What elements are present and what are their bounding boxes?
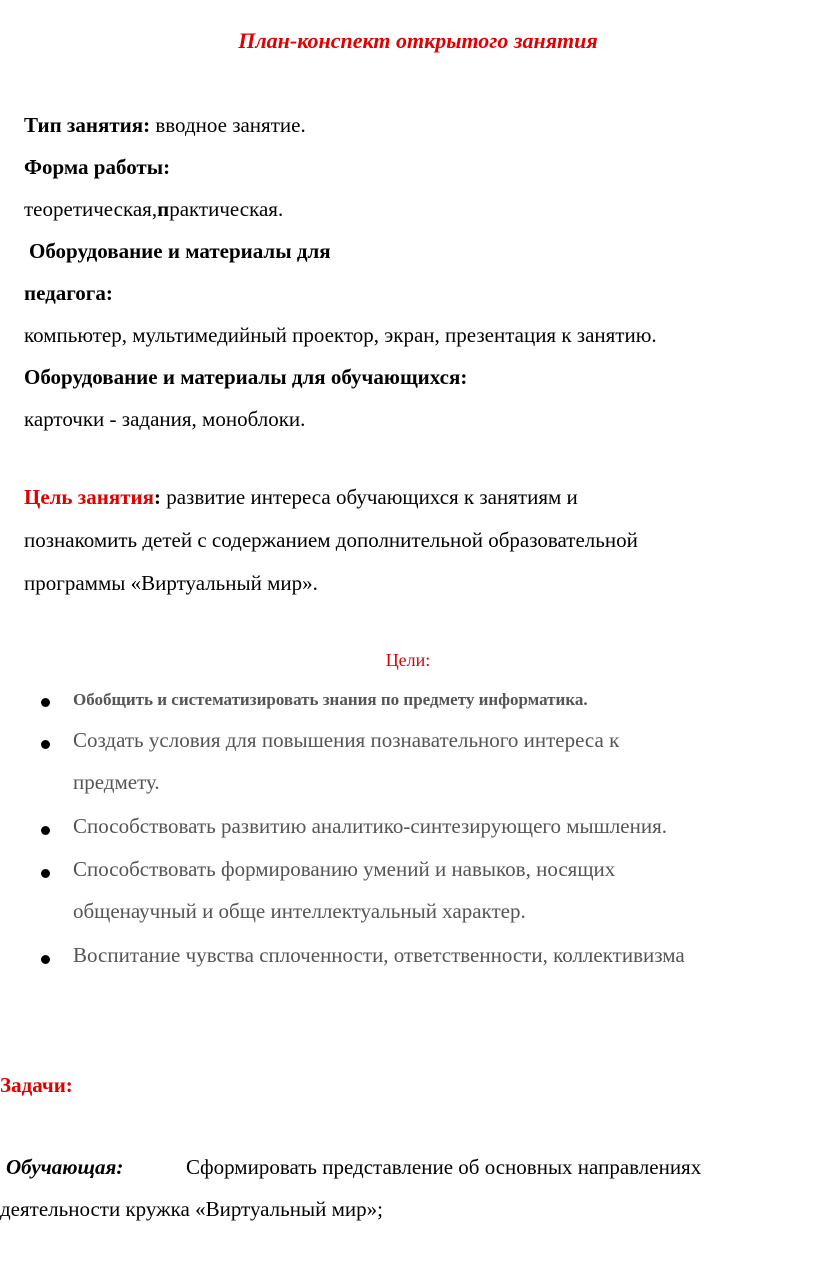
bullet-icon [41,698,50,707]
student-equipment-value: карточки - задания, моноблоки. [24,407,306,431]
goal-item-4-line2: общенаучный и обще интеллектуальный характер. [73,899,526,923]
bullet-icon [41,826,50,835]
lesson-type-row [24,111,306,139]
goal-item-2-line2: предмету. [73,770,160,794]
teacher-equipment-label-line1: Оборудование и материалы для [29,239,331,263]
educational-task-line2: деятельности кружка «Виртуальный мир»; [0,1197,383,1221]
educational-task-label [6,1153,123,1181]
bullet-icon [41,869,50,878]
goal-item-1: Обобщить и систематизировать знания по предмету информатика. [73,690,588,709]
work-form-value [24,195,283,223]
teacher-equipment-label-line2: педагога: [24,281,113,305]
lesson-goal-text-3: программы «Виртуальный мир». [24,571,318,595]
work-form-value-part1: теоретическая, [24,197,158,221]
lesson-goal-text-1: развитие интереса обучающихся к занятиям и [160,485,578,509]
lesson-goal-line1 [24,483,578,511]
work-form-label: Форма работы: [24,155,171,179]
tasks-heading: Задачи: [0,1073,73,1097]
educational-task-line1: Сформировать представление об основных направлениях [186,1155,702,1179]
goal-item-4-line1: Способствовать формированию умений и навыков, носящих [73,857,616,881]
lesson-type-value: вводное занятие. [150,113,306,137]
lesson-goal-label: Цель занятия [24,485,154,509]
bullet-icon [41,740,50,749]
lesson-goal-colon: : [153,485,161,509]
student-equipment-label: Оборудование и материалы для обучающихся: [24,365,468,389]
page-title: План-конспект открытого занятия [238,28,598,53]
work-form-value-bold: п [157,197,170,221]
work-form-value-part2: рактическая. [169,197,284,221]
goals-heading: Цели: [385,650,431,670]
lesson-goal-text-2: познакомить детей с содержанием дополнительной образовательной [24,528,638,552]
goal-item-5: Воспитание чувства сплоченности, ответственности, коллективизма [73,943,685,967]
lesson-type-label: Тип занятия: [24,113,151,137]
goal-item-3: Способствовать развитию аналитико-синтезирующего мышления. [73,814,667,838]
goal-item-2-line1: Создать условия для повышения познавательного интереса к [73,728,620,752]
teacher-equipment-value: компьютер, мультимедийный проектор, экран, презентация к занятию. [24,323,657,347]
educational-label: Обучающая: [6,1155,124,1179]
bullet-icon [41,955,50,964]
